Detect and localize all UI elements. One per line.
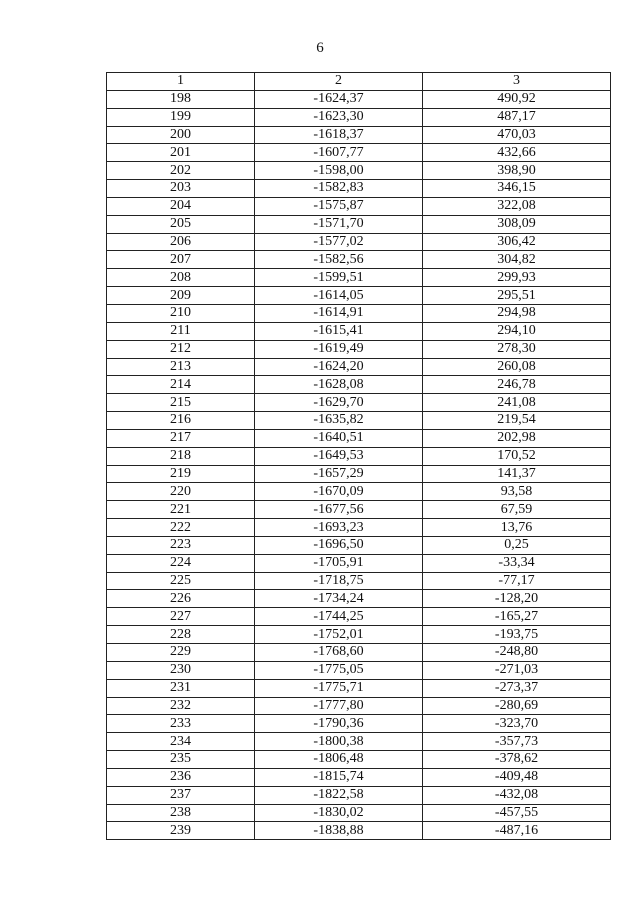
x-coordinate-cell: -1635,82: [255, 412, 423, 430]
y-coordinate-cell: -271,03: [423, 661, 611, 679]
point-number-cell: 236: [107, 768, 255, 786]
table-row: [107, 644, 611, 662]
y-coordinate-cell: 304,82: [423, 251, 611, 269]
x-coordinate-cell: -1775,05: [255, 661, 423, 679]
x-coordinate-cell: -1623,30: [255, 108, 423, 126]
point-number-cell: 214: [107, 376, 255, 394]
point-number-cell: 220: [107, 483, 255, 501]
x-coordinate-cell: -1582,56: [255, 251, 423, 269]
x-coordinate-cell: -1614,91: [255, 304, 423, 322]
table-row: [107, 608, 611, 626]
table-row: [107, 322, 611, 340]
table-row: [107, 162, 611, 180]
point-number-cell: 213: [107, 358, 255, 376]
x-coordinate-cell: -1607,77: [255, 144, 423, 162]
y-coordinate-cell: -273,37: [423, 679, 611, 697]
y-coordinate-cell: -248,80: [423, 644, 611, 662]
point-number-cell: 209: [107, 287, 255, 305]
table-row: [107, 804, 611, 822]
table-row: [107, 679, 611, 697]
y-coordinate-cell: 294,98: [423, 304, 611, 322]
point-number-cell: 228: [107, 626, 255, 644]
table-row: [107, 358, 611, 376]
y-coordinate-cell: 294,10: [423, 322, 611, 340]
table-row: [107, 197, 611, 215]
y-coordinate-cell: 346,15: [423, 180, 611, 198]
x-coordinate-cell: -1624,37: [255, 90, 423, 108]
x-coordinate-cell: -1599,51: [255, 269, 423, 287]
x-coordinate-cell: -1705,91: [255, 554, 423, 572]
y-coordinate-cell: 0,25: [423, 536, 611, 554]
point-number-cell: 218: [107, 447, 255, 465]
y-coordinate-cell: 93,58: [423, 483, 611, 501]
y-coordinate-cell: -280,69: [423, 697, 611, 715]
x-coordinate-cell: -1777,80: [255, 697, 423, 715]
point-number-cell: 212: [107, 340, 255, 358]
point-number-cell: 210: [107, 304, 255, 322]
point-number-cell: 226: [107, 590, 255, 608]
coordinates-table: [106, 72, 611, 840]
table-row: [107, 144, 611, 162]
point-number-cell: 200: [107, 126, 255, 144]
x-coordinate-cell: -1628,08: [255, 376, 423, 394]
x-coordinate-cell: -1614,05: [255, 287, 423, 305]
table-row: [107, 376, 611, 394]
point-number-cell: 224: [107, 554, 255, 572]
point-number-cell: 219: [107, 465, 255, 483]
point-number-cell: 198: [107, 90, 255, 108]
y-coordinate-cell: -77,17: [423, 572, 611, 590]
table-row: [107, 768, 611, 786]
x-coordinate-cell: -1618,37: [255, 126, 423, 144]
x-coordinate-cell: -1577,02: [255, 233, 423, 251]
table-row: [107, 751, 611, 769]
point-number-cell: 201: [107, 144, 255, 162]
point-number-cell: 215: [107, 394, 255, 412]
table-row: [107, 519, 611, 537]
x-coordinate-cell: -1657,29: [255, 465, 423, 483]
table-row: [107, 108, 611, 126]
x-coordinate-cell: -1838,88: [255, 822, 423, 840]
x-coordinate-cell: -1670,09: [255, 483, 423, 501]
point-number-cell: 221: [107, 501, 255, 519]
x-coordinate-cell: -1615,41: [255, 322, 423, 340]
x-coordinate-cell: -1800,38: [255, 733, 423, 751]
y-coordinate-cell: 322,08: [423, 197, 611, 215]
point-number-cell: 235: [107, 751, 255, 769]
table-row: [107, 180, 611, 198]
x-coordinate-cell: -1598,00: [255, 162, 423, 180]
x-coordinate-cell: -1696,50: [255, 536, 423, 554]
point-number-cell: 229: [107, 644, 255, 662]
y-coordinate-cell: 432,66: [423, 144, 611, 162]
table-row: [107, 251, 611, 269]
point-number-cell: 217: [107, 429, 255, 447]
page-number: 6: [316, 40, 324, 56]
y-coordinate-cell: 241,08: [423, 394, 611, 412]
x-coordinate-cell: -1575,87: [255, 197, 423, 215]
point-number-cell: 205: [107, 215, 255, 233]
y-coordinate-cell: 246,78: [423, 376, 611, 394]
point-number-cell: 227: [107, 608, 255, 626]
x-coordinate-cell: -1822,58: [255, 786, 423, 804]
table-row: [107, 483, 611, 501]
table-header-row: [107, 73, 611, 91]
x-coordinate-cell: -1693,23: [255, 519, 423, 537]
x-coordinate-cell: -1571,70: [255, 215, 423, 233]
x-coordinate-cell: -1752,01: [255, 626, 423, 644]
y-coordinate-cell: 278,30: [423, 340, 611, 358]
column-header-1: 1: [107, 73, 255, 91]
x-coordinate-cell: -1815,74: [255, 768, 423, 786]
table-row: [107, 590, 611, 608]
point-number-cell: 233: [107, 715, 255, 733]
table-row: [107, 269, 611, 287]
y-coordinate-cell: 299,93: [423, 269, 611, 287]
point-number-cell: 222: [107, 519, 255, 537]
point-number-cell: 207: [107, 251, 255, 269]
x-coordinate-cell: -1629,70: [255, 394, 423, 412]
x-coordinate-cell: -1744,25: [255, 608, 423, 626]
point-number-cell: 211: [107, 322, 255, 340]
table-row: [107, 572, 611, 590]
table-row: [107, 447, 611, 465]
y-coordinate-cell: 308,09: [423, 215, 611, 233]
y-coordinate-cell: 219,54: [423, 412, 611, 430]
y-coordinate-cell: -323,70: [423, 715, 611, 733]
table-row: [107, 786, 611, 804]
table-row: [107, 233, 611, 251]
table-row: [107, 733, 611, 751]
y-coordinate-cell: 202,98: [423, 429, 611, 447]
y-coordinate-cell: 141,37: [423, 465, 611, 483]
point-number-cell: 225: [107, 572, 255, 590]
y-coordinate-cell: 170,52: [423, 447, 611, 465]
x-coordinate-cell: -1806,48: [255, 751, 423, 769]
y-coordinate-cell: 487,17: [423, 108, 611, 126]
point-number-cell: 238: [107, 804, 255, 822]
point-number-cell: 234: [107, 733, 255, 751]
x-coordinate-cell: -1830,02: [255, 804, 423, 822]
table-row: [107, 394, 611, 412]
point-number-cell: 216: [107, 412, 255, 430]
x-coordinate-cell: -1768,60: [255, 644, 423, 662]
point-number-cell: 206: [107, 233, 255, 251]
y-coordinate-cell: -193,75: [423, 626, 611, 644]
table-row: [107, 429, 611, 447]
point-number-cell: 232: [107, 697, 255, 715]
point-number-cell: 203: [107, 180, 255, 198]
y-coordinate-cell: 260,08: [423, 358, 611, 376]
x-coordinate-cell: -1649,53: [255, 447, 423, 465]
table-row: [107, 412, 611, 430]
x-coordinate-cell: -1775,71: [255, 679, 423, 697]
y-coordinate-cell: -165,27: [423, 608, 611, 626]
x-coordinate-cell: -1582,83: [255, 180, 423, 198]
table-row: [107, 501, 611, 519]
point-number-cell: 237: [107, 786, 255, 804]
column-header-3: 3: [423, 73, 611, 91]
y-coordinate-cell: -33,34: [423, 554, 611, 572]
table-row: [107, 715, 611, 733]
point-number-cell: 223: [107, 536, 255, 554]
table-row: [107, 626, 611, 644]
table-row: [107, 661, 611, 679]
table-row: [107, 287, 611, 305]
x-coordinate-cell: -1790,36: [255, 715, 423, 733]
point-number-cell: 230: [107, 661, 255, 679]
point-number-cell: 204: [107, 197, 255, 215]
y-coordinate-cell: -457,55: [423, 804, 611, 822]
point-number-cell: 202: [107, 162, 255, 180]
table-row: [107, 697, 611, 715]
point-number-cell: 199: [107, 108, 255, 126]
x-coordinate-cell: -1619,49: [255, 340, 423, 358]
table-row: [107, 340, 611, 358]
table-body: [107, 90, 611, 839]
table-row: [107, 90, 611, 108]
y-coordinate-cell: 398,90: [423, 162, 611, 180]
y-coordinate-cell: -487,16: [423, 822, 611, 840]
point-number-cell: 231: [107, 679, 255, 697]
y-coordinate-cell: 13,76: [423, 519, 611, 537]
table-row: [107, 536, 611, 554]
y-coordinate-cell: -378,62: [423, 751, 611, 769]
table-row: [107, 304, 611, 322]
table-row: [107, 822, 611, 840]
table-row: [107, 554, 611, 572]
x-coordinate-cell: -1640,51: [255, 429, 423, 447]
y-coordinate-cell: 490,92: [423, 90, 611, 108]
point-number-cell: 239: [107, 822, 255, 840]
y-coordinate-cell: -432,08: [423, 786, 611, 804]
y-coordinate-cell: -128,20: [423, 590, 611, 608]
y-coordinate-cell: 306,42: [423, 233, 611, 251]
table-row: [107, 215, 611, 233]
x-coordinate-cell: -1734,24: [255, 590, 423, 608]
y-coordinate-cell: -409,48: [423, 768, 611, 786]
y-coordinate-cell: 67,59: [423, 501, 611, 519]
x-coordinate-cell: -1677,56: [255, 501, 423, 519]
column-header-2: 2: [255, 73, 423, 91]
y-coordinate-cell: 470,03: [423, 126, 611, 144]
table-row: [107, 126, 611, 144]
x-coordinate-cell: -1624,20: [255, 358, 423, 376]
x-coordinate-cell: -1718,75: [255, 572, 423, 590]
table-row: [107, 465, 611, 483]
y-coordinate-cell: 295,51: [423, 287, 611, 305]
y-coordinate-cell: -357,73: [423, 733, 611, 751]
point-number-cell: 208: [107, 269, 255, 287]
